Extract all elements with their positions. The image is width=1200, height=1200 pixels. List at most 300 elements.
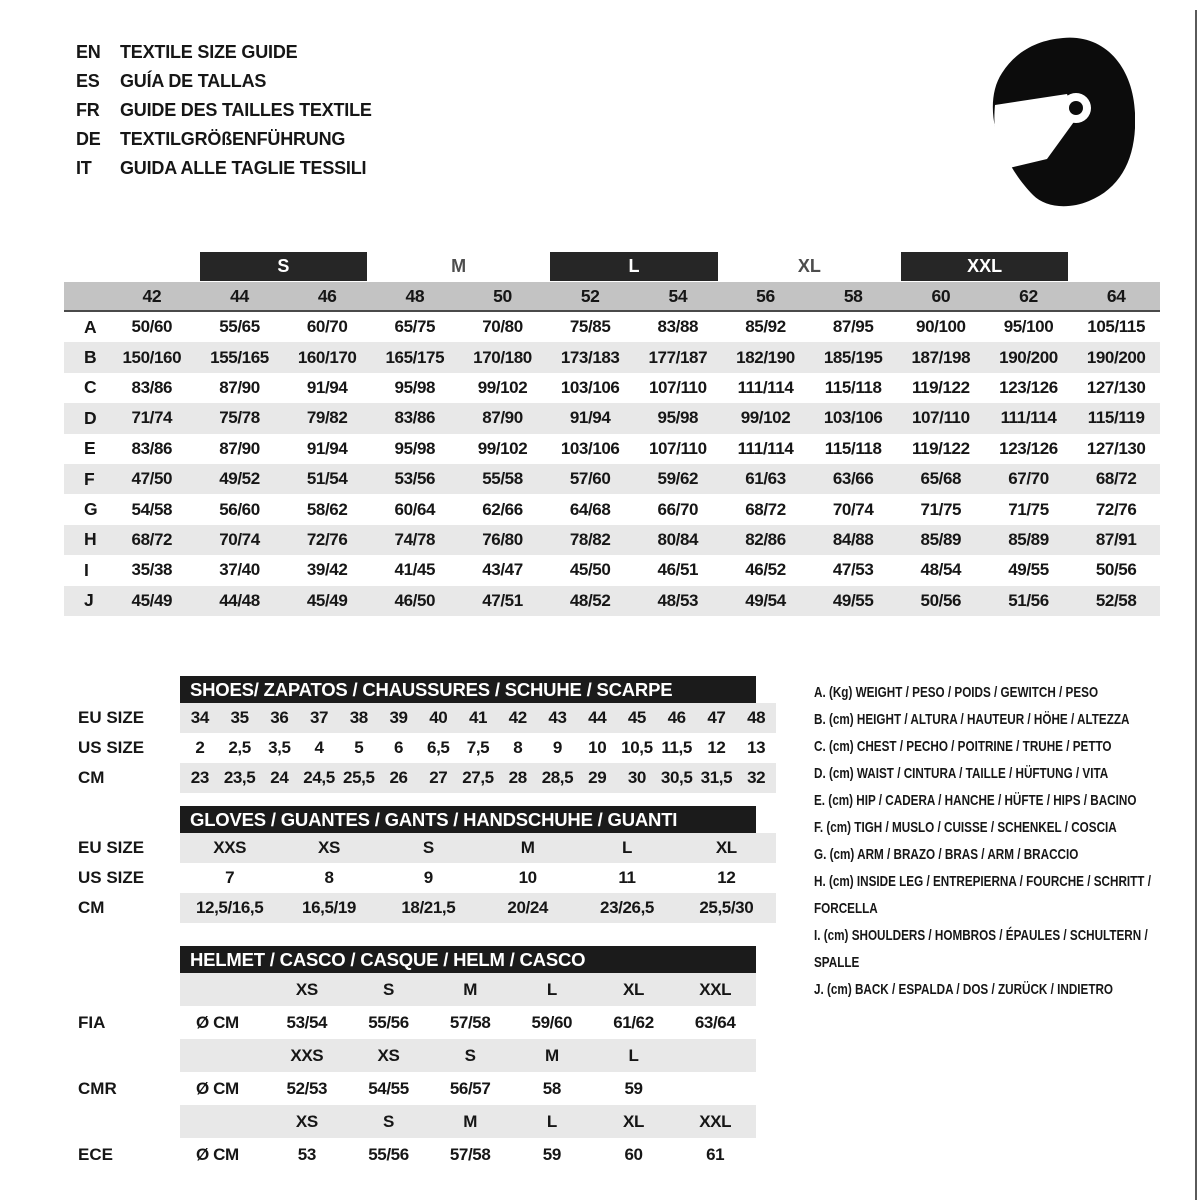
legend-item: J. (cm) BACK / ESPALDA / DOS / ZURÜCK / INDIETRO xyxy=(814,981,1114,998)
helmet-size: S xyxy=(383,1111,394,1131)
helmet-size: L xyxy=(546,1111,557,1131)
gloves-table-title: GLOVES / GUANTES / GANTS / HANDSCHUHE / GUANTI xyxy=(180,806,756,833)
language-row xyxy=(76,125,372,154)
table-row xyxy=(64,833,776,863)
table-cell: 13 xyxy=(747,738,766,757)
table-cell: 84/88 xyxy=(832,529,874,549)
helmet-size: XS xyxy=(377,1045,400,1065)
helmet-measure: 53/54 xyxy=(286,1012,328,1032)
table-cell: 70/80 xyxy=(482,317,523,337)
table-row xyxy=(64,555,1160,585)
table-cell: 60/70 xyxy=(306,317,348,337)
table-cell: 95/100 xyxy=(1003,317,1054,337)
table-cell: 46 xyxy=(667,708,686,727)
table-cell: 63/66 xyxy=(832,469,874,489)
table-cell: 23/26,5 xyxy=(600,898,654,917)
helmet-standard-row xyxy=(64,1138,776,1171)
table-cell: 39 xyxy=(389,708,408,727)
table-cell: 170/180 xyxy=(473,347,532,367)
table-cell: 29 xyxy=(588,768,607,787)
table-row xyxy=(64,494,1160,524)
table-cell: 11 xyxy=(618,868,636,887)
table-cell: 24,5 xyxy=(303,768,335,787)
table-cell: 65/68 xyxy=(920,469,962,489)
table-cell: 79/82 xyxy=(306,408,348,428)
letter-size-row xyxy=(64,251,1160,282)
helmet-size: L xyxy=(546,979,557,999)
helmet-size: XS xyxy=(295,1111,318,1131)
table-cell: 44 xyxy=(588,708,607,727)
table-cell: 39/42 xyxy=(306,560,348,580)
table-cell: 62/66 xyxy=(482,499,523,519)
row-label xyxy=(64,1105,180,1138)
size-xl-header: XL xyxy=(797,256,821,276)
table-cell: 127/130 xyxy=(1086,438,1146,458)
helmet-measure: 63/64 xyxy=(694,1012,736,1032)
table-cell: 119/122 xyxy=(911,438,970,458)
table-cell: 150/160 xyxy=(122,347,182,367)
table-cell: 115/118 xyxy=(824,377,882,397)
numeric-size: 46 xyxy=(317,285,337,306)
row-values xyxy=(180,893,776,923)
table-row xyxy=(64,703,776,733)
row-label: C xyxy=(84,377,97,398)
table-cell: 43/47 xyxy=(482,560,523,580)
table-cell: 49/55 xyxy=(1008,560,1049,580)
table-cell: XL xyxy=(715,838,737,857)
table-cell: 24 xyxy=(270,768,289,787)
legend-item: I. (cm) SHOULDERS / HOMBROS / ÉPAULES / SCHULTERN / SPALLE xyxy=(814,927,1148,971)
measurement-rows xyxy=(64,312,1160,616)
table-cell: 28,5 xyxy=(541,768,574,787)
numeric-size: 52 xyxy=(580,285,600,306)
table-cell: 87/90 xyxy=(219,377,260,397)
table-cell: 90/100 xyxy=(916,317,966,337)
helmet-measure: 61 xyxy=(706,1144,725,1164)
table-cell: 123/126 xyxy=(999,377,1058,397)
table-cell: 85/89 xyxy=(920,529,962,549)
table-cell: 46/50 xyxy=(394,590,436,610)
table-cell: 10,5 xyxy=(621,738,653,757)
helmet-measure: 59 xyxy=(542,1144,561,1164)
row-label: I xyxy=(84,559,89,580)
language-code: IT xyxy=(76,158,92,178)
table-cell: 83/86 xyxy=(394,408,436,428)
legend-item: A. (Kg) WEIGHT / PESO / POIDS / GEWITCH / PESO xyxy=(814,684,1099,701)
table-cell: 66/70 xyxy=(657,499,699,519)
table-cell: 123/126 xyxy=(999,438,1058,458)
table-cell: 12 xyxy=(717,868,736,887)
table-cell: 51/56 xyxy=(1008,590,1049,610)
table-cell: 4 xyxy=(314,738,324,757)
table-cell: 45 xyxy=(627,708,646,727)
helmet-size: XL xyxy=(623,979,644,999)
table-cell: 41/45 xyxy=(394,560,436,580)
helmet-size: XL xyxy=(623,1111,644,1131)
helmet-standard-row xyxy=(64,1006,776,1039)
table-cell: 45/49 xyxy=(131,590,173,610)
table-cell: 111/114 xyxy=(737,377,794,397)
table-cell: 85/89 xyxy=(1008,529,1049,549)
table-cell: 10 xyxy=(588,738,607,757)
table-cell: 31,5 xyxy=(700,768,733,787)
helmet-size-header-row xyxy=(64,1039,776,1072)
table-cell: M xyxy=(520,838,535,857)
table-cell: 47/53 xyxy=(832,560,874,580)
language-row xyxy=(76,96,372,125)
table-cell: 23,5 xyxy=(223,768,256,787)
table-cell: 91/94 xyxy=(306,438,348,458)
row-label: EU SIZE xyxy=(78,708,145,727)
table-cell: 155/165 xyxy=(210,347,269,367)
unit-label: Ø CM xyxy=(196,1012,239,1032)
row-label: F xyxy=(84,468,95,489)
row-values xyxy=(180,733,776,763)
table-cell: 46/52 xyxy=(745,560,786,580)
table-cell: 173/183 xyxy=(560,347,620,367)
table-cell: 187/198 xyxy=(911,347,971,367)
table-cell: 43 xyxy=(548,708,567,727)
corner-cell xyxy=(64,282,108,310)
row-label: A xyxy=(84,316,97,337)
table-row xyxy=(64,586,1160,616)
table-cell: 165/175 xyxy=(385,347,445,367)
table-cell: 49/52 xyxy=(219,469,260,489)
table-cell: 9 xyxy=(423,868,433,887)
table-row xyxy=(64,403,1160,433)
numeric-size: 56 xyxy=(756,285,775,306)
table-cell: 52/58 xyxy=(1095,590,1137,610)
table-cell: 111/114 xyxy=(1000,408,1057,428)
guide-title: TEXTILE SIZE GUIDE xyxy=(120,42,298,62)
table-cell: 95/98 xyxy=(657,408,699,428)
size-m-header: M xyxy=(451,256,467,276)
legend-item: D. (cm) WAIST / CINTURA / TAILLE / HÜFTUNG / VITA xyxy=(814,765,1109,782)
size-s-header: S xyxy=(200,252,367,281)
table-cell: 82/86 xyxy=(745,529,786,549)
table-cell: 55/65 xyxy=(219,317,260,337)
table-cell: 51/54 xyxy=(306,469,348,489)
helmet-size-header-row xyxy=(64,973,776,1006)
table-cell: 95/98 xyxy=(394,377,436,397)
table-cell: 2,5 xyxy=(228,738,251,757)
row-label: D xyxy=(84,407,97,428)
helmet-size: XXS xyxy=(290,1045,324,1065)
helmet-measure: 55/56 xyxy=(368,1012,409,1032)
standard-label: CMR xyxy=(78,1078,117,1098)
table-cell: 30,5 xyxy=(660,768,693,787)
standard-label: FIA xyxy=(78,1012,106,1032)
table-cell: 18/21,5 xyxy=(401,898,456,917)
helmet-size: S xyxy=(464,1045,476,1065)
table-cell: 87/90 xyxy=(482,408,523,428)
table-cell: 6,5 xyxy=(427,738,450,757)
numeric-size: 62 xyxy=(1019,285,1038,306)
table-cell: 72/76 xyxy=(306,529,348,549)
table-cell: XXS xyxy=(213,838,247,857)
table-cell: 64/68 xyxy=(569,499,611,519)
table-cell: 72/76 xyxy=(1095,499,1137,519)
helmet-size: XXL xyxy=(699,979,732,999)
table-cell: 44/48 xyxy=(219,590,260,610)
guide-title: TEXTILGRÖßENFÜHRUNG xyxy=(120,129,346,149)
table-cell: 36 xyxy=(270,708,289,727)
table-cell: 41 xyxy=(468,708,488,727)
numeric-size: 64 xyxy=(1106,285,1126,306)
helmet-size-header-row xyxy=(64,1105,776,1138)
table-cell: 65/75 xyxy=(394,317,436,337)
table-cell: 99/102 xyxy=(740,408,791,428)
table-cell: 85/92 xyxy=(745,317,786,337)
table-cell: 8 xyxy=(513,738,523,757)
table-cell: 10 xyxy=(518,868,537,887)
table-cell: 56/60 xyxy=(219,499,260,519)
table-cell: 70/74 xyxy=(219,529,260,549)
guide-title: GUÍA DE TALLAS xyxy=(120,71,267,91)
row-label: US SIZE xyxy=(78,738,145,757)
numeric-size-row xyxy=(64,282,1160,312)
table-cell: 37 xyxy=(310,708,329,727)
table-cell: 99/102 xyxy=(477,438,528,458)
shoes-table-title: SHOES/ ZAPATOS / CHAUSSURES / SCHUHE / SCARPE xyxy=(180,676,756,703)
table-cell: 12 xyxy=(707,738,726,757)
helmet-size: S xyxy=(383,979,394,999)
standard-label: ECE xyxy=(78,1144,113,1164)
helmet-size xyxy=(674,1039,756,1072)
helmet-measure: 57/58 xyxy=(449,1144,491,1164)
table-cell: 25,5 xyxy=(343,768,375,787)
legend-item: H. (cm) INSIDE LEG / ENTREPIERNA / FOURCHE / SCHRITT / FORCELLA xyxy=(814,873,1151,917)
helmet-measure: 54/55 xyxy=(368,1078,409,1098)
legend-item: G. (cm) ARM / BRAZO / BRAS / ARM / BRACCIO xyxy=(814,846,1079,863)
table-cell: 177/187 xyxy=(648,347,708,367)
table-cell: 71/75 xyxy=(1008,499,1049,519)
table-cell: 50/56 xyxy=(1095,560,1137,580)
table-cell: 27 xyxy=(429,768,448,787)
measurement-legend xyxy=(814,679,1165,1003)
table-cell: 11,5 xyxy=(661,738,692,757)
table-cell: 3,5 xyxy=(268,738,291,757)
table-cell: 115/118 xyxy=(824,438,882,458)
size-xxl-header: XXL xyxy=(901,252,1068,281)
table-cell: 67/70 xyxy=(1008,469,1049,489)
table-cell: 45/49 xyxy=(306,590,348,610)
table-cell: 20/24 xyxy=(507,898,548,917)
table-cell: 38 xyxy=(349,708,368,727)
table-cell: 28 xyxy=(508,768,527,787)
table-row xyxy=(64,893,776,923)
table-cell: 37/40 xyxy=(219,560,260,580)
table-cell: 16,5/19 xyxy=(302,898,356,917)
row-label: J xyxy=(84,590,94,611)
table-cell: 68/72 xyxy=(131,529,173,549)
table-cell: 27,5 xyxy=(462,768,494,787)
table-cell xyxy=(180,1105,266,1138)
guide-title: GUIDA ALLE TAGLIE TESSILI xyxy=(120,158,367,178)
language-code: DE xyxy=(76,129,101,149)
size-l-header: L xyxy=(550,252,717,281)
table-cell: 45/50 xyxy=(569,560,611,580)
table-cell: 78/82 xyxy=(569,529,611,549)
helmet-size: M xyxy=(463,979,478,999)
helmet-icon xyxy=(975,33,1135,213)
table-cell: 35/38 xyxy=(131,560,173,580)
language-row xyxy=(76,154,372,183)
helmet-measure: 59/60 xyxy=(531,1012,573,1032)
row-values xyxy=(180,763,776,793)
table-cell: 12,5/16,5 xyxy=(196,898,264,917)
table-cell: 2 xyxy=(195,738,205,757)
table-cell xyxy=(180,1039,266,1072)
table-cell: 8 xyxy=(324,868,334,887)
row-label xyxy=(64,973,180,1006)
helmet-measure: 55/56 xyxy=(368,1144,409,1164)
language-code: FR xyxy=(76,100,100,120)
table-row xyxy=(64,434,1160,464)
unit-label: Ø CM xyxy=(196,1078,239,1098)
gloves-rows xyxy=(64,833,776,923)
table-cell: 40 xyxy=(429,708,448,727)
right-edge-line xyxy=(1195,10,1197,1200)
helmet-measure: 57/58 xyxy=(449,1012,491,1032)
helmet-measure: 59 xyxy=(624,1078,643,1098)
row-values xyxy=(180,1006,756,1039)
helmet-size: XS xyxy=(295,979,318,999)
table-cell: 71/74 xyxy=(131,408,173,428)
helmet-measure: 61/62 xyxy=(613,1012,654,1032)
table-cell: 47/51 xyxy=(482,590,523,610)
table-cell: 83/88 xyxy=(657,317,699,337)
helmet-size: M xyxy=(544,1045,559,1065)
language-code: ES xyxy=(76,71,100,91)
row-values xyxy=(180,1105,756,1138)
table-cell: 26 xyxy=(389,768,408,787)
table-cell: 49/54 xyxy=(745,590,786,610)
table-cell: 87/90 xyxy=(219,438,260,458)
helmet-measure: 56/57 xyxy=(449,1078,491,1098)
table-cell: 53/56 xyxy=(394,469,436,489)
table-cell: 35 xyxy=(230,708,249,727)
table-cell: 103/106 xyxy=(560,438,620,458)
table-cell: 127/130 xyxy=(1086,377,1146,397)
table-cell: 7,5 xyxy=(466,738,490,757)
table-cell: 105/115 xyxy=(1087,317,1146,337)
helmet-table xyxy=(64,946,776,1171)
language-title-block xyxy=(76,38,372,183)
row-label: G xyxy=(84,499,98,520)
numeric-size: 48 xyxy=(405,285,425,306)
row-label: CM xyxy=(78,898,105,917)
row-label: EU SIZE xyxy=(78,838,145,857)
row-values xyxy=(180,1072,756,1105)
table-cell: L xyxy=(622,838,632,857)
numeric-size: 44 xyxy=(230,285,249,306)
row-values xyxy=(180,973,756,1006)
table-cell: 107/110 xyxy=(648,377,707,397)
table-cell: 91/94 xyxy=(569,408,611,428)
guide-title: GUIDE DES TAILLES TEXTILE xyxy=(120,100,372,120)
table-row xyxy=(64,312,1160,342)
numeric-size: 60 xyxy=(931,285,951,306)
helmet-measure: 60 xyxy=(624,1144,643,1164)
table-row xyxy=(64,373,1160,403)
row-values xyxy=(180,703,776,733)
shoes-rows xyxy=(64,703,776,793)
helmet-size: XXL xyxy=(699,1111,732,1131)
row-label: H xyxy=(84,529,97,550)
helmet-size: L xyxy=(628,1045,639,1065)
main-size-table xyxy=(64,251,1160,616)
table-cell: 54/58 xyxy=(131,499,173,519)
table-row xyxy=(64,733,776,763)
table-cell: 6 xyxy=(393,738,404,757)
shoes-table xyxy=(64,676,776,793)
table-cell: 75/78 xyxy=(219,408,260,428)
table-cell: 42 xyxy=(508,708,527,727)
numeric-size: 42 xyxy=(142,285,162,306)
table-cell: 48/53 xyxy=(657,590,699,610)
table-cell: 115/119 xyxy=(1087,408,1145,428)
table-cell: 103/106 xyxy=(823,408,883,428)
table-cell: 99/102 xyxy=(477,377,528,397)
table-cell: 49/55 xyxy=(832,590,874,610)
table-cell: 50/56 xyxy=(920,590,962,610)
helmet-measure: 52/53 xyxy=(286,1078,328,1098)
language-code: EN xyxy=(76,42,101,62)
row-values xyxy=(180,1138,756,1171)
language-row xyxy=(76,67,372,96)
table-cell: 190/200 xyxy=(1086,347,1146,367)
table-cell: 57/60 xyxy=(569,469,611,489)
table-cell: 5 xyxy=(354,738,364,757)
helmet-measure xyxy=(674,1072,756,1105)
table-cell: 76/80 xyxy=(482,529,523,549)
table-cell: 23 xyxy=(190,768,209,787)
table-cell: 48/54 xyxy=(920,560,962,580)
helmet-measure: 53 xyxy=(297,1144,316,1164)
table-cell: 32 xyxy=(747,768,766,787)
helmet-measure: 58 xyxy=(542,1078,561,1098)
table-cell: 46/51 xyxy=(657,560,699,580)
row-values xyxy=(180,833,776,863)
table-cell: 68/72 xyxy=(1095,469,1137,489)
table-cell: 182/190 xyxy=(736,347,795,367)
table-cell: 48 xyxy=(747,708,766,727)
table-cell: 58/62 xyxy=(306,499,348,519)
helmet-rows xyxy=(64,973,776,1171)
table-cell: 48/52 xyxy=(569,590,611,610)
table-row xyxy=(64,525,1160,555)
gloves-table xyxy=(64,806,776,923)
row-values xyxy=(180,1039,756,1072)
language-row xyxy=(76,38,372,67)
table-cell: 50/60 xyxy=(131,317,173,337)
table-row xyxy=(64,763,776,793)
table-cell xyxy=(180,973,266,1006)
legend-item: F. (cm) TIGH / MUSLO / CUISSE / SCHENKEL / COSCIA xyxy=(814,819,1117,836)
table-cell: 111/114 xyxy=(737,438,794,458)
table-cell: 74/78 xyxy=(394,529,436,549)
table-cell: 95/98 xyxy=(394,438,436,458)
table-cell: 68/72 xyxy=(745,499,786,519)
row-values xyxy=(180,863,776,893)
table-cell: 107/110 xyxy=(648,438,707,458)
helmet-table-title: HELMET / CASCO / CASQUE / HELM / CASCO xyxy=(180,946,756,973)
table-cell: 190/200 xyxy=(999,347,1058,367)
table-cell: 185/195 xyxy=(823,347,883,367)
table-cell: 87/95 xyxy=(832,317,874,337)
row-label xyxy=(64,1039,180,1072)
